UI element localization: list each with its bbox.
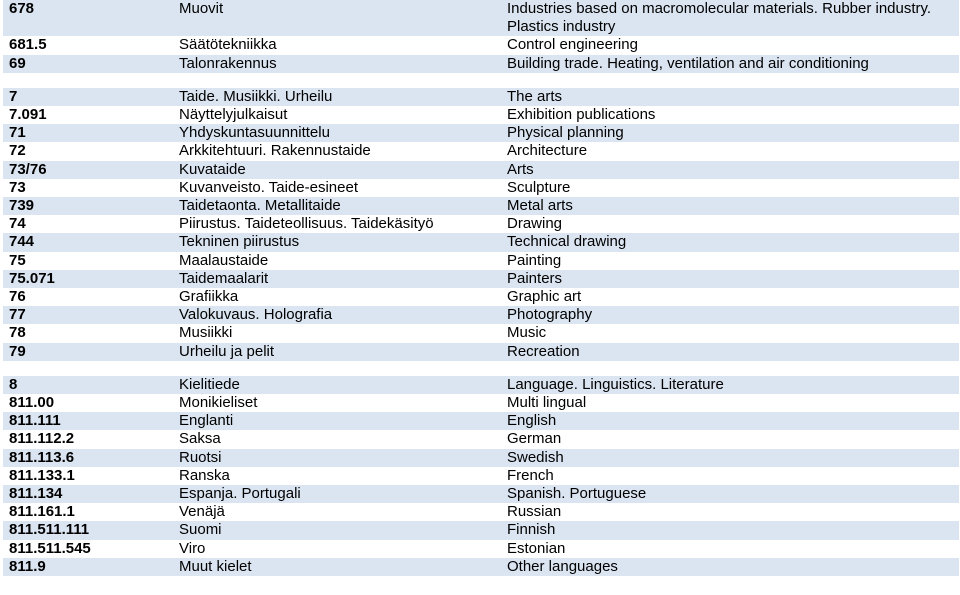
english-cell: Building trade. Heating, ventilation and air conditioning bbox=[501, 55, 959, 73]
code-cell: 678 bbox=[3, 0, 173, 36]
table-row bbox=[3, 288, 959, 306]
english-cell bbox=[501, 361, 959, 376]
table-row bbox=[3, 485, 959, 503]
finnish-cell: Maalaustaide bbox=[173, 252, 501, 270]
english-cell: Control engineering bbox=[501, 36, 959, 54]
finnish-cell: Näyttelyjulkaisut bbox=[173, 106, 501, 124]
code-cell: 73 bbox=[3, 179, 173, 197]
english-cell: Other languages bbox=[501, 558, 959, 576]
finnish-cell: Musiikki bbox=[173, 324, 501, 342]
english-cell: Architecture bbox=[501, 142, 959, 160]
finnish-cell: Muovit bbox=[173, 0, 501, 36]
table-row bbox=[3, 215, 959, 233]
code-cell: 77 bbox=[3, 306, 173, 324]
finnish-cell: Kuvanveisto. Taide-esineet bbox=[173, 179, 501, 197]
table-row bbox=[3, 161, 959, 179]
table-row bbox=[3, 0, 959, 36]
table-row bbox=[3, 55, 959, 73]
finnish-cell: Piirustus. Taideteollisuus. Taidekäsityö bbox=[173, 215, 501, 233]
english-cell: Language. Linguistics. Literature bbox=[501, 376, 959, 394]
finnish-cell: Espanja. Portugali bbox=[173, 485, 501, 503]
finnish-cell: Taidetaonta. Metallitaide bbox=[173, 197, 501, 215]
code-cell: 744 bbox=[3, 233, 173, 251]
code-cell: 74 bbox=[3, 215, 173, 233]
table-row bbox=[3, 88, 959, 106]
table-row bbox=[3, 197, 959, 215]
table-row bbox=[3, 503, 959, 521]
table-row bbox=[3, 449, 959, 467]
table-row bbox=[3, 106, 959, 124]
english-cell: Estonian bbox=[501, 540, 959, 558]
finnish-cell: Viro bbox=[173, 540, 501, 558]
code-cell: 69 bbox=[3, 55, 173, 73]
code-cell: 811.133.1 bbox=[3, 467, 173, 485]
finnish-cell: Suomi bbox=[173, 521, 501, 539]
code-cell: 811.112.2 bbox=[3, 430, 173, 448]
english-cell: Spanish. Portuguese bbox=[501, 485, 959, 503]
finnish-cell: Yhdyskuntasuunnittelu bbox=[173, 124, 501, 142]
table-row bbox=[3, 540, 959, 558]
english-cell: German bbox=[501, 430, 959, 448]
table-row bbox=[3, 324, 959, 342]
code-cell: 73/76 bbox=[3, 161, 173, 179]
finnish-cell: Valokuvaus. Holografia bbox=[173, 306, 501, 324]
code-cell: 811.511.545 bbox=[3, 540, 173, 558]
english-cell: The arts bbox=[501, 88, 959, 106]
code-cell: 811.00 bbox=[3, 394, 173, 412]
finnish-cell: Talonrakennus bbox=[173, 55, 501, 73]
finnish-cell: Englanti bbox=[173, 412, 501, 430]
finnish-cell: Tekninen piirustus bbox=[173, 233, 501, 251]
english-cell: Recreation bbox=[501, 343, 959, 361]
table-row bbox=[3, 467, 959, 485]
spacer-row bbox=[3, 73, 959, 88]
finnish-cell: Taidemaalarit bbox=[173, 270, 501, 288]
english-cell: Arts bbox=[501, 161, 959, 179]
table-row bbox=[3, 252, 959, 270]
table-row bbox=[3, 124, 959, 142]
code-cell: 75 bbox=[3, 252, 173, 270]
finnish-cell: Kielitiede bbox=[173, 376, 501, 394]
code-cell: 811.9 bbox=[3, 558, 173, 576]
table-row bbox=[3, 142, 959, 160]
english-cell: Photography bbox=[501, 306, 959, 324]
table-row bbox=[3, 430, 959, 448]
table-row bbox=[3, 179, 959, 197]
code-cell: 78 bbox=[3, 324, 173, 342]
code-cell: 811.161.1 bbox=[3, 503, 173, 521]
code-cell: 8 bbox=[3, 376, 173, 394]
code-cell: 811.511.111 bbox=[3, 521, 173, 539]
finnish-cell: Muut kielet bbox=[173, 558, 501, 576]
english-cell: Music bbox=[501, 324, 959, 342]
finnish-cell: Taide. Musiikki. Urheilu bbox=[173, 88, 501, 106]
table-row bbox=[3, 376, 959, 394]
code-cell bbox=[3, 73, 173, 88]
english-cell: Physical planning bbox=[501, 124, 959, 142]
finnish-cell bbox=[173, 73, 501, 88]
table-row bbox=[3, 270, 959, 288]
code-cell: 7 bbox=[3, 88, 173, 106]
code-cell bbox=[3, 361, 173, 376]
finnish-cell: Saksa bbox=[173, 430, 501, 448]
code-cell: 71 bbox=[3, 124, 173, 142]
finnish-cell: Säätötekniikka bbox=[173, 36, 501, 54]
code-cell: 681.5 bbox=[3, 36, 173, 54]
english-cell: Finnish bbox=[501, 521, 959, 539]
english-cell: Russian bbox=[501, 503, 959, 521]
code-cell: 811.134 bbox=[3, 485, 173, 503]
english-cell: Graphic art bbox=[501, 288, 959, 306]
english-cell: English bbox=[501, 412, 959, 430]
table-row bbox=[3, 558, 959, 576]
english-cell: Painting bbox=[501, 252, 959, 270]
code-cell: 79 bbox=[3, 343, 173, 361]
english-cell: Sculpture bbox=[501, 179, 959, 197]
english-cell: Painters bbox=[501, 270, 959, 288]
finnish-cell: Grafiikka bbox=[173, 288, 501, 306]
table-row bbox=[3, 233, 959, 251]
english-cell bbox=[501, 73, 959, 88]
spacer-row bbox=[3, 361, 959, 376]
code-cell: 811.111 bbox=[3, 412, 173, 430]
classification-table-body bbox=[3, 0, 959, 576]
table-row bbox=[3, 306, 959, 324]
table-row bbox=[3, 394, 959, 412]
finnish-cell: Kuvataide bbox=[173, 161, 501, 179]
classification-table bbox=[3, 0, 959, 576]
code-cell: 75.071 bbox=[3, 270, 173, 288]
table-row bbox=[3, 412, 959, 430]
finnish-cell: Venäjä bbox=[173, 503, 501, 521]
finnish-cell: Monikieliset bbox=[173, 394, 501, 412]
code-cell: 76 bbox=[3, 288, 173, 306]
finnish-cell: Urheilu ja pelit bbox=[173, 343, 501, 361]
finnish-cell: Ranska bbox=[173, 467, 501, 485]
english-cell: Exhibition publications bbox=[501, 106, 959, 124]
english-cell: Metal arts bbox=[501, 197, 959, 215]
finnish-cell: Arkkitehtuuri. Rakennustaide bbox=[173, 142, 501, 160]
english-cell: French bbox=[501, 467, 959, 485]
finnish-cell: Ruotsi bbox=[173, 449, 501, 467]
english-cell: Swedish bbox=[501, 449, 959, 467]
english-cell: Drawing bbox=[501, 215, 959, 233]
english-cell: Multi lingual bbox=[501, 394, 959, 412]
finnish-cell bbox=[173, 361, 501, 376]
table-row bbox=[3, 343, 959, 361]
table-row bbox=[3, 36, 959, 54]
code-cell: 7.091 bbox=[3, 106, 173, 124]
table-row bbox=[3, 521, 959, 539]
english-cell: Technical drawing bbox=[501, 233, 959, 251]
code-cell: 811.113.6 bbox=[3, 449, 173, 467]
code-cell: 72 bbox=[3, 142, 173, 160]
code-cell: 739 bbox=[3, 197, 173, 215]
english-cell: Industries based on macromolecular materials. Rubber industry. Plastics industry bbox=[501, 0, 959, 36]
